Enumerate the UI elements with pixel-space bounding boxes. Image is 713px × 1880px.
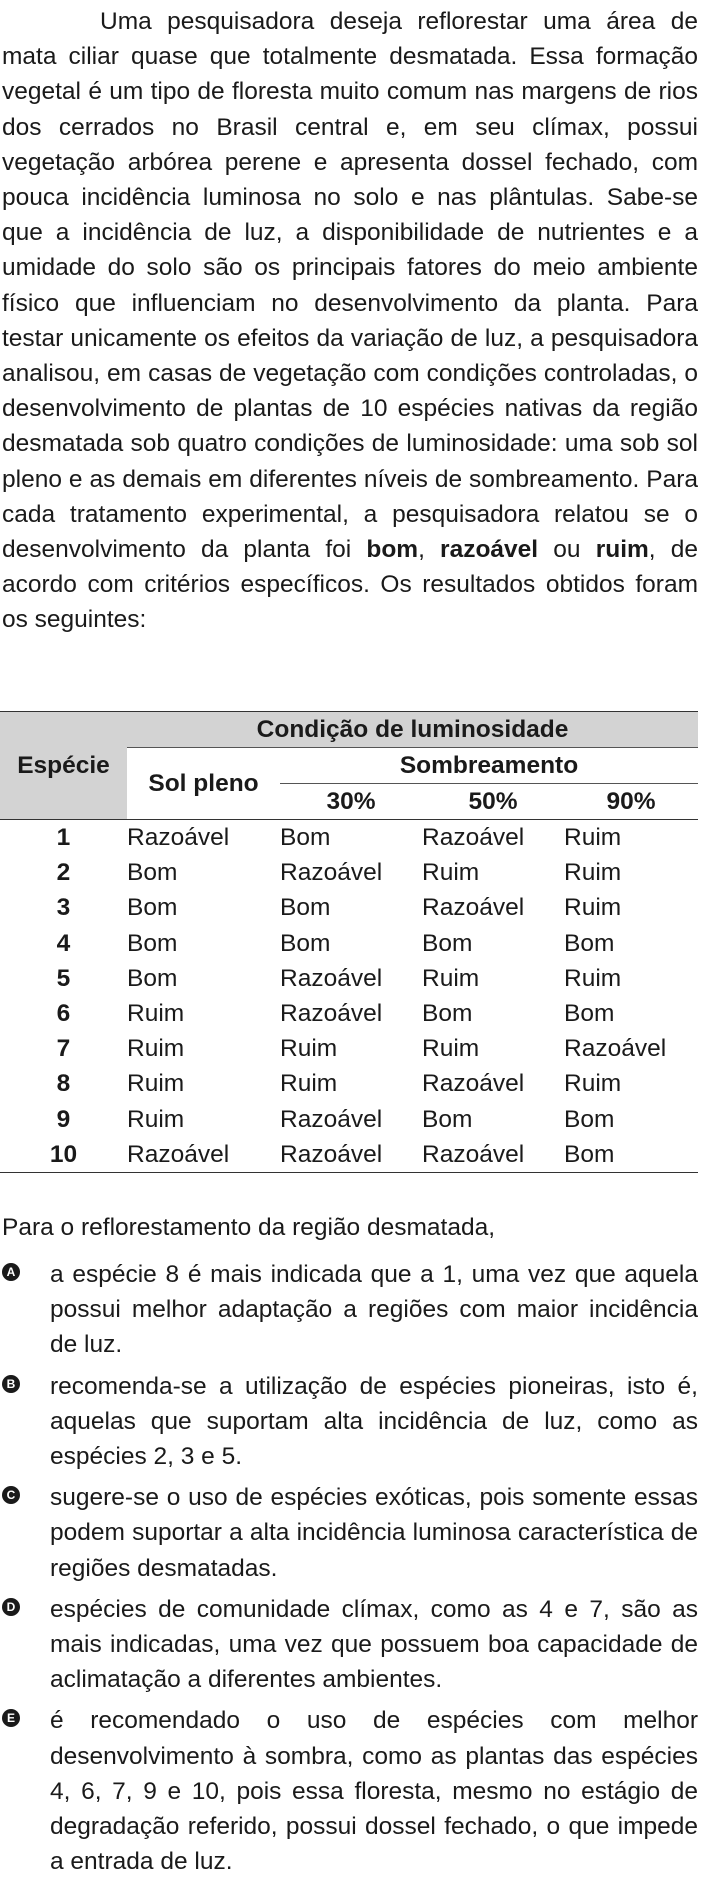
option-text: é recomendado o uso de espécies com melhor desenvolvimento à sombra, como as plantas das espécies 4, 6, 7, 9 e 10, pois essa floresta, mesmo no estágio de degradação referido, possui dossel fechado, o que impede a entrada de luz.	[50, 1707, 698, 1876]
value-somb-30: Ruim	[280, 1070, 338, 1098]
option-letter-badge: C	[2, 1486, 20, 1504]
option-text: recomenda-se a utilização de espécies pioneiras, isto é, aquelas que suportam alta incidência de luz, como as espécies 2, 3 e 5.	[50, 1372, 698, 1471]
value-somb-90: Ruim	[564, 824, 622, 851]
header-sombreamento: Sombreamento	[280, 748, 698, 784]
value-somb-50: Ruim	[422, 1035, 480, 1063]
value-somb-50: Razoável	[422, 1137, 564, 1173]
value-somb-50: Ruim	[422, 859, 480, 887]
value-somb-50: Razoável	[422, 894, 525, 922]
answer-option-d[interactable]	[0, 1592, 698, 1698]
table-row	[0, 855, 698, 890]
table-row	[0, 1031, 698, 1066]
table-body	[0, 820, 698, 1173]
value-somb-30: Bom	[280, 929, 331, 957]
value-somb-30: Bom	[280, 824, 331, 851]
answer-options	[0, 1257, 698, 1879]
value-somb-50: Bom	[422, 1000, 473, 1028]
value-somb-50: Ruim	[422, 964, 480, 992]
species-number: 5	[56, 964, 71, 992]
option-letter-badge: A	[2, 1263, 20, 1281]
species-number: 3	[56, 894, 71, 922]
table-row	[0, 1137, 698, 1173]
value-somb-90: Ruim	[564, 859, 622, 887]
value-somb-30: Razoável	[280, 1137, 422, 1173]
value-somb-30: Ruim	[280, 1035, 338, 1063]
intro-bold-bom: bom	[366, 536, 419, 564]
value-somb-90: Bom	[564, 929, 615, 957]
value-sol-pleno: Razoável	[127, 824, 230, 851]
value-sol-pleno: Ruim	[127, 1070, 185, 1098]
value-somb-90: Ruim	[564, 964, 622, 992]
species-number: 8	[56, 1070, 71, 1098]
value-sol-pleno: Razoável	[127, 1137, 280, 1173]
table-row	[0, 1102, 698, 1137]
value-sol-pleno: Bom	[127, 929, 178, 957]
value-somb-90: Bom	[564, 1137, 698, 1173]
value-somb-50: Razoável	[422, 824, 525, 851]
table-row	[0, 996, 698, 1031]
value-somb-50: Razoável	[422, 1070, 525, 1098]
species-number: 9	[56, 1105, 71, 1133]
option-letter-badge: B	[2, 1375, 20, 1393]
option-letter-badge: E	[2, 1709, 20, 1727]
value-somb-90: Bom	[564, 1105, 615, 1133]
species-number: 4	[56, 929, 71, 957]
species-number: 10	[0, 1137, 127, 1173]
intro-text-end: , de acordo com critérios específicos. Os resultados obtidos foram os seguintes:	[2, 536, 698, 634]
value-somb-90: Ruim	[564, 1070, 622, 1098]
table-row	[0, 820, 698, 856]
intro-sep-ou: ou	[553, 536, 581, 564]
value-somb-90: Bom	[564, 1000, 615, 1028]
value-sol-pleno: Bom	[127, 894, 178, 922]
value-somb-30: Razoável	[280, 859, 383, 887]
table-row	[0, 1066, 698, 1101]
species-number: 6	[56, 1000, 71, 1028]
value-somb-50: Bom	[422, 929, 473, 957]
value-somb-90: Ruim	[564, 894, 622, 922]
species-number: 7	[56, 1035, 71, 1063]
value-somb-30: Razoável	[280, 1000, 383, 1028]
table-row	[0, 890, 698, 925]
value-somb-90: Razoável	[564, 1035, 667, 1063]
species-number: 1	[56, 824, 71, 851]
header-sol-pleno: Sol pleno	[127, 748, 280, 820]
value-sol-pleno: Bom	[127, 859, 178, 887]
value-somb-50: Bom	[422, 1105, 473, 1133]
answer-option-b[interactable]	[0, 1369, 698, 1475]
table-row	[0, 961, 698, 996]
header-especie: Espécie	[0, 712, 127, 820]
option-text: espécies de comunidade clímax, como as 4 e 7, são as mais indicadas, uma vez que possuem boa capacidade de aclimatação a diferentes ambientes.	[50, 1595, 698, 1694]
option-text: sugere-se o uso de espécies exóticas, pois somente essas podem suportar a alta incidência luminosa característica de regiões desmatadas.	[50, 1484, 698, 1582]
value-sol-pleno: Ruim	[127, 1000, 185, 1028]
answer-option-a[interactable]	[0, 1257, 698, 1363]
header-pct-50: 50%	[422, 784, 564, 820]
header-pct-90: 90%	[564, 784, 698, 820]
answer-option-c[interactable]	[0, 1480, 698, 1586]
value-somb-30: Razoável	[280, 1105, 383, 1133]
answer-option-e[interactable]	[0, 1703, 698, 1879]
header-pct-30: 30%	[280, 784, 422, 820]
intro-bold-razoavel: razoável	[440, 536, 539, 564]
results-table	[0, 711, 698, 1173]
table-row	[0, 926, 698, 961]
value-somb-30: Bom	[280, 894, 331, 922]
option-letter-badge: D	[2, 1598, 20, 1616]
intro-text: Uma pesquisadora deseja reflorestar uma área de mata ciliar quase que totalmente desmatada. Essa formação vegetal é um tipo de floresta muito comum nas margens de rios dos cerrados no Brasil central e, em seu clímax, possui vegetação arbórea perene e apresenta dossel fechado, com pouca incidência luminosa no solo e nas plântulas. Sabe-se que a incidência de luz, a disponibilidade de nutrientes e a umidade do solo são os principais fatores do meio ambiente físico que influenciam no desenvolvimento da planta. Para testar unicamente os efeitos da variação de luz, a pesquisadora analisou, em casas de vegetação com condições controladas, o desenvolvimento de plantas de 10 espécies nativas da região desmatada sob quatro condições de luminosidade: uma sob sol pleno e as demais em diferentes níveis de sombreamento. Para cada tratamento experimental, a pesquisadora relatou se o desenvolvimento da planta foi	[2, 8, 698, 564]
question-prompt: Para o reflorestamento da região desmatada,	[2, 1214, 496, 1241]
header-condicao: Condição de luminosidade	[127, 712, 698, 748]
value-sol-pleno: Ruim	[127, 1035, 185, 1063]
option-text: a espécie 8 é mais indicada que a 1, uma vez que aquela possui melhor adaptação a regiões com maior incidência de luz.	[50, 1261, 698, 1359]
intro-bold-ruim: ruim	[595, 536, 649, 564]
value-somb-30: Razoável	[280, 964, 383, 992]
species-number: 2	[56, 859, 71, 887]
value-sol-pleno: Ruim	[127, 1105, 185, 1133]
intro-sep-comma: ,	[418, 536, 425, 564]
question-intro	[2, 4, 698, 638]
value-sol-pleno: Bom	[127, 964, 178, 992]
